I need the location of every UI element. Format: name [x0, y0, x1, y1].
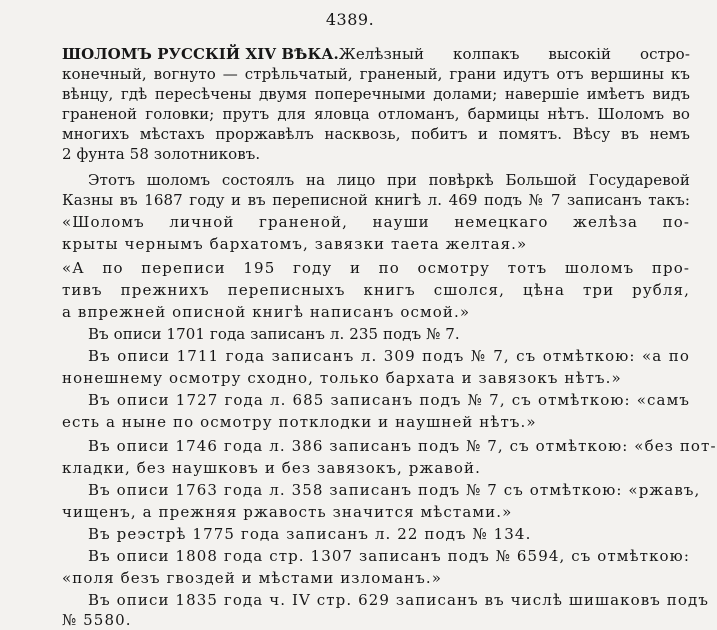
- text-line: Въ описи 1701 года записанъ л. 235 подъ № 7.: [88, 325, 460, 343]
- text-line: Этотъ шоломъ состоялъ на лицо при повѣркѣ Большой Государевой: [88, 171, 690, 189]
- text-line: граненой головки; прутъ для яловца отломанъ, бармицы нѣтъ. Шоломъ во: [62, 105, 690, 123]
- text-line: № 5580.: [62, 611, 132, 629]
- text-line: кладки, без наушковъ и без завязокъ, ржавой.: [62, 459, 482, 477]
- text-line: «Шоломъ личной граненой, науши немецкаго желѣза по-: [62, 213, 690, 231]
- text-line: Въ описи 1763 года л. 358 записанъ подъ № 7 съ отмѣткою: «ржавъ,: [88, 481, 701, 499]
- text-line: «А по переписи 195 году и по осмотру тотъ шоломъ про-: [62, 259, 690, 277]
- text-line: Въ описи 1808 года стр. 1307 записанъ подъ № 6594, съ отмѣткою:: [88, 547, 690, 565]
- page-number: 4389.: [325, 10, 375, 29]
- text-line: есть а ныне по осмотру потклодки и наушней нѣтъ.»: [62, 413, 537, 431]
- text-line: тивъ прежнихъ переписныхъ книгъ сшолся, цѣна три рубля,: [62, 281, 690, 299]
- text-line: Въ описи 1711 года записанъ л. 309 подъ № 7, съ отмѣткою: «а по: [88, 347, 690, 365]
- text-line: «поля безъ гвоздей и мѣстами изломанъ.»: [62, 569, 443, 587]
- text-line: Въ реэстрѣ 1775 года записанъ л. 22 подъ № 134.: [88, 525, 532, 543]
- text-line: нонешнему осмотру сходно, только бархата и завязокъ нѣтъ.»: [62, 369, 622, 387]
- text-line: Казны въ 1687 году и въ переписной книгѣ л. 469 подъ № 7 записанъ такъ:: [62, 191, 690, 209]
- text-line: многихъ мѣстахъ проржавѣлъ насквозь, побитъ и помятъ. Вѣсу въ немъ: [62, 125, 690, 143]
- text-line: Желѣзный колпакъ высокiй остро-: [338, 45, 690, 63]
- text-line: конечный, вогнуто — стрѣльчатый, граненый, грани идутъ отъ вершины къ: [62, 65, 690, 83]
- text-line: чищенъ, а прежняя ржавость значится мѣстами.»: [62, 503, 513, 521]
- heading: ШОЛОМЪ РУССКIЙ XIV ВѢКА.: [62, 45, 339, 63]
- text-line: крыты чернымъ бархатомъ, завязки таета желтая.»: [62, 235, 528, 253]
- text-line: 2 фунта 58 золотниковъ.: [62, 145, 261, 163]
- text-line: Въ описи 1835 года ч. IV стр. 629 записанъ въ числѣ шишаковъ подъ: [88, 591, 710, 609]
- text-line: а впрежней описной книгѣ написанъ осмой.»: [62, 303, 471, 321]
- text-line: вѣнцу, гдѣ пересѣчены двумя поперечными долами; навершiе имѣетъ видъ: [62, 85, 690, 103]
- text-line: Въ описи 1746 года л. 386 записанъ подъ № 7, съ отмѣткою: «без пот-: [88, 437, 717, 455]
- text-line: Въ описи 1727 года л. 685 записанъ подъ № 7, съ отмѣткою: «самъ: [88, 391, 690, 409]
